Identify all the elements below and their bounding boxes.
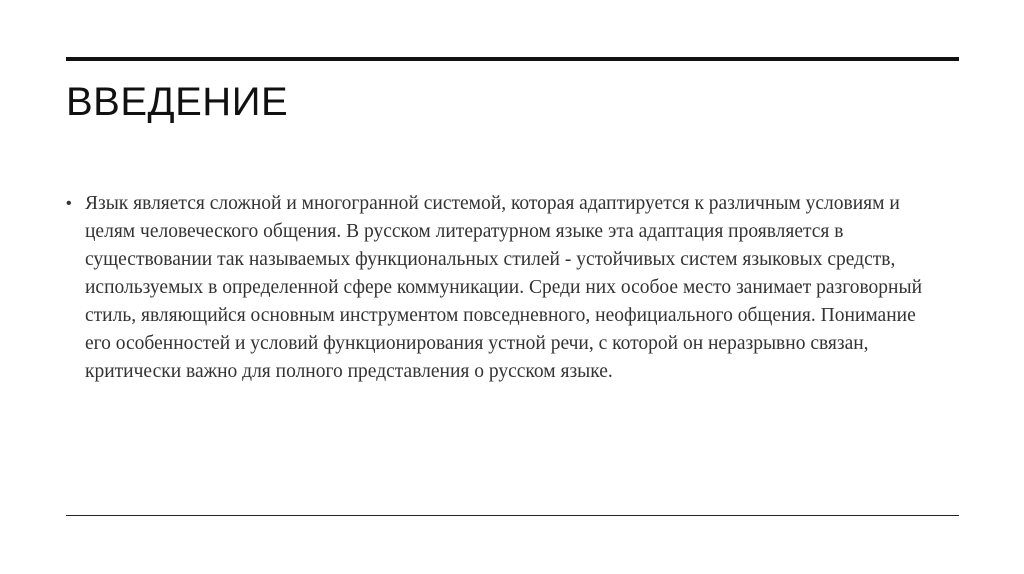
- bottom-divider: [66, 515, 959, 516]
- bullet-text: Язык является сложной и многогранной системой, которая адаптируется к различным условиям и целям человеческого общения. В русском литературном языке эта адаптация проявляется в существовании так называемых функциональных стилей - устойчивых систем языковых средств, используемых в определенной сфере коммуникации. Среди них особое место занимает разговорный стиль, являющийся основным инструментом повседневного, неофициального общения. Понимание его особенностей и условий функционирования устной речи, с которой он неразрывно связан, критически важно для полного представления о русском языке.: [85, 193, 923, 382]
- bullet-list: [66, 190, 946, 386]
- bullet-item: [66, 190, 946, 386]
- slide-title: ВВЕДЕНИЕ: [66, 80, 289, 124]
- top-divider: [66, 57, 959, 61]
- bullet-marker-icon: •: [66, 195, 72, 212]
